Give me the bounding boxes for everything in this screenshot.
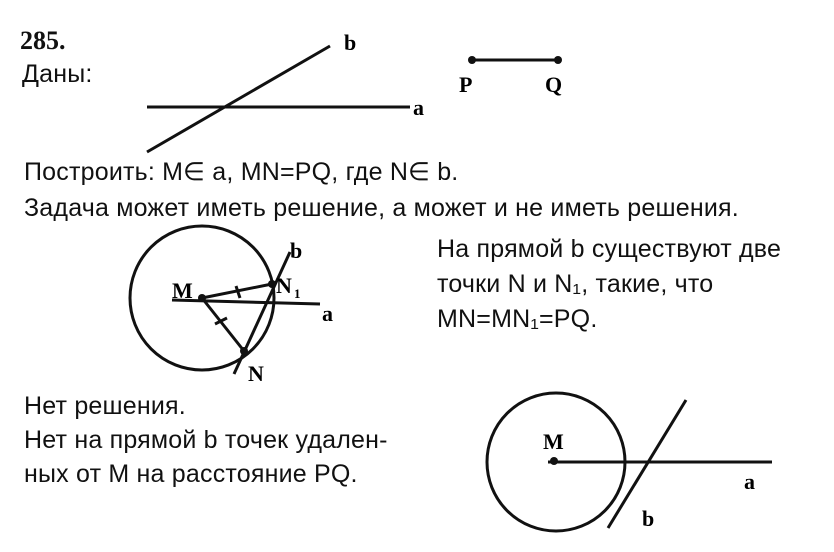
point-n1 [268,280,276,288]
radius-mn [202,298,244,351]
given-label: Даны: [22,60,93,88]
no-solution-label-b: b [642,506,655,531]
solvability-note: Задача может иметь решение, а может и не иметь решения. [24,194,739,222]
label-q: Q [545,72,563,97]
solution-label-n1: N [276,273,292,298]
point-m-solution [198,294,206,302]
point-m-no-solution [550,457,558,465]
point-n [240,347,248,355]
no-solution-figure [487,393,772,531]
point-p [468,56,476,64]
no-solution-label-m: M [543,429,564,454]
given-line-b [147,46,330,152]
given-figure [147,46,558,152]
solution-line-b [234,252,290,374]
given-label-b: b [344,30,357,55]
given-label-a: a [413,95,424,120]
task-statement: Построить: M∈ a, MN=PQ, где N∈ b. [24,158,459,186]
solution-text-line-2: точки N и N₁, такие, что [437,270,714,298]
solution-label-n: N [248,361,264,386]
solution-text-line-3: MN=MN₁=PQ. [437,305,598,333]
no-solution-text-line-1: Нет решения. [24,392,186,420]
no-solution-label-a: a [744,469,755,494]
label-p: P [459,72,473,97]
solution-text-line-1: На прямой b существуют две [437,235,782,263]
point-q [554,56,562,64]
solution-label-n1-sub: 1 [294,286,301,301]
no-solution-text-line-2: Нет на прямой b точек удален- [24,426,388,454]
problem-number: 285. [20,26,66,55]
tick-mn1 [236,286,240,298]
solution-label-m: M [172,278,193,303]
solution-label-a: a [322,301,333,326]
solution-label-b: b [290,238,303,263]
no-solution-text-line-3: ных от M на расстояние PQ. [24,460,358,488]
